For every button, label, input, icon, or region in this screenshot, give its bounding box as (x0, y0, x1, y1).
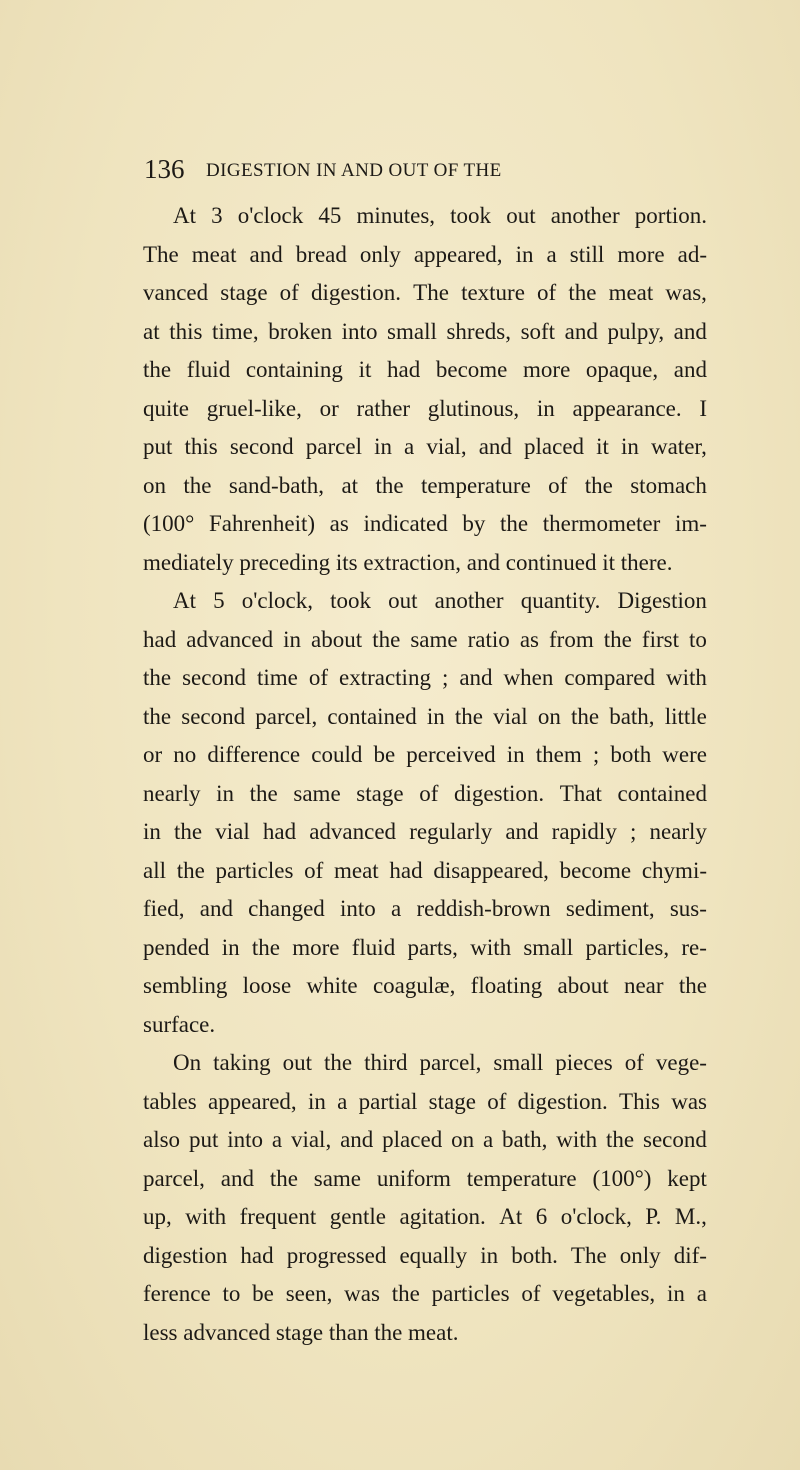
text-line: up, with frequent gentle agitation. At 6 o'clock, P. M., (143, 1204, 707, 1229)
text-line: less advanced stage than the meat. (143, 1319, 459, 1345)
paragraph (143, 582, 707, 1044)
text-line: nearly in the same stage of digestion. That contained (143, 780, 707, 806)
text-line: tables appeared, in a partial stage of digestion. This was (143, 1088, 707, 1114)
text-line: the fluid containing it had become more opaque, and (143, 357, 707, 382)
text-line: all the particles of meat had disappeared, become chymi- (143, 857, 707, 883)
text-line: On taking out the third parcel, small pieces of vege- (173, 1050, 707, 1075)
paragraph (143, 1044, 707, 1352)
text-line: (100° Fahrenheit) as indicated by the thermometer im- (143, 511, 707, 536)
running-head: DIGESTION IN AND OUT OF THE (206, 160, 502, 181)
text-line: surface. (143, 1011, 216, 1037)
text-line: put this second parcel in a vial, and placed it in water, (143, 434, 707, 459)
text-line: on the sand-bath, at the temperature of the stomach (143, 472, 707, 498)
text-line: At 5 o'clock, took out another quantity. Digestion (173, 588, 707, 613)
text-line: The meat and bread only appeared, in a still more ad- (143, 241, 707, 267)
text-line: digestion had progressed equally in both. The only dif- (143, 1242, 707, 1268)
text-line: at this time, broken into small shreds, soft and pulpy, and (143, 318, 707, 344)
text-line: At 3 o'clock 45 minutes, took out another portion. (173, 203, 707, 228)
text-line: vanced stage of digestion. The texture of the meat was, (143, 280, 707, 305)
page-number: 136 (144, 154, 185, 184)
text-line: ference to be seen, was the particles of vegetables, in a (143, 1281, 707, 1306)
text-line: had advanced in about the same ratio as from the first to (143, 626, 707, 652)
text-line: fied, and changed into a reddish-brown sediment, sus- (143, 896, 707, 921)
page-header (144, 152, 704, 192)
text-line: the second parcel, contained in the vial on the bath, little (143, 703, 707, 729)
text-line: also put into a vial, and placed on a bath, with the second (143, 1127, 707, 1152)
text-line: or no difference could be perceived in them ; both were (143, 742, 707, 767)
text-line: quite gruel-like, or rather glutinous, in appearance. I (143, 395, 707, 421)
text-line: mediately preceding its extraction, and continued it there. (143, 549, 673, 575)
text-line: parcel, and the same uniform temperature (100°) kept (143, 1165, 707, 1191)
body-text (143, 197, 707, 1352)
text-line: in the vial had advanced regularly and rapidly ; nearly (143, 819, 707, 844)
text-line: the second time of extracting ; and when compared with (143, 665, 707, 690)
text-line: pended in the more fluid parts, with small particles, re- (143, 934, 707, 960)
paragraph (143, 197, 707, 582)
text-line: sembling loose white coagulæ, floating about near the (143, 973, 707, 998)
